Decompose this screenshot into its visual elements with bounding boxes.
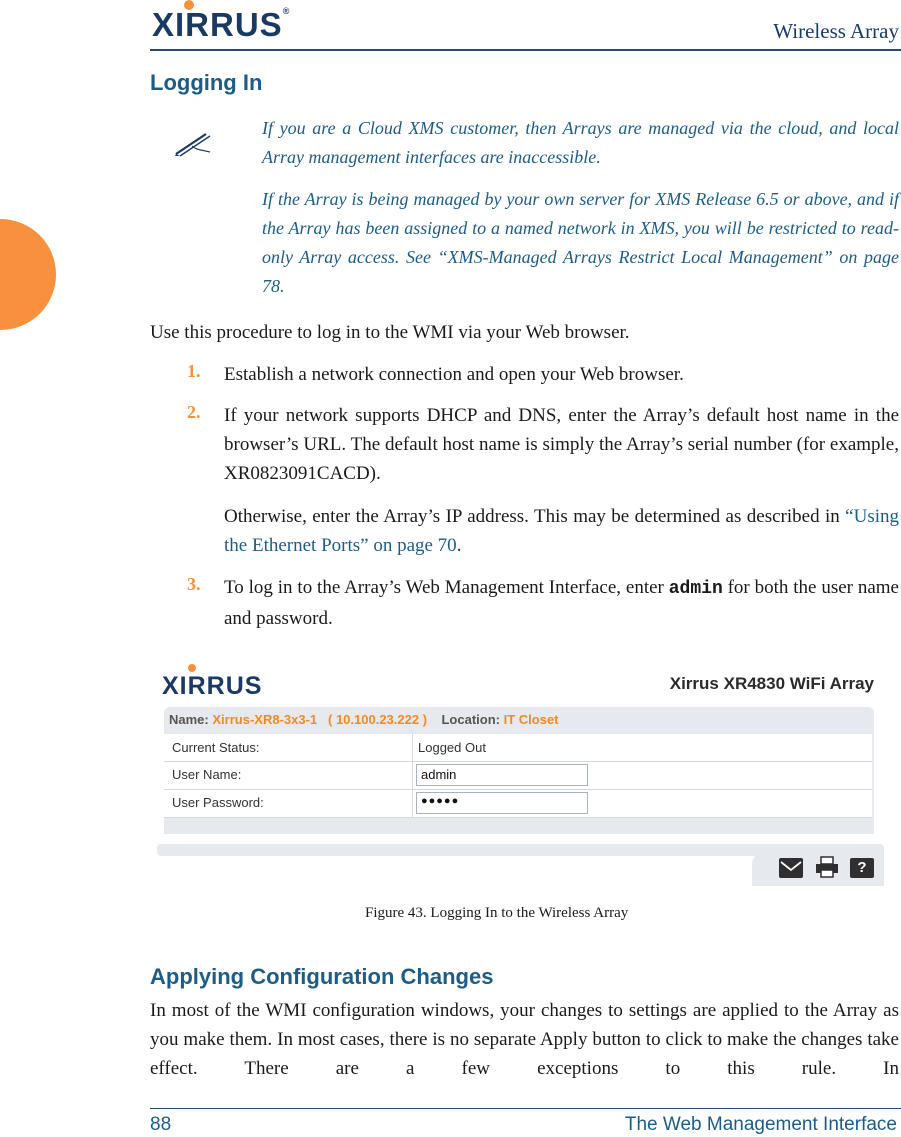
- note-paragraph-2: If the Array is being managed by your own server for XMS Release 6.5 or above, and if the Array has been assigned to a named network in XMS, you will be restricted to read-only Array access. See “XMS-Managed Arrays Restrict Local Management” on page 78.: [262, 189, 899, 296]
- footer-section-title: The Web Management Interface: [624, 1114, 897, 1135]
- step-text: Establish a network connection and open your Web browser.: [224, 364, 684, 385]
- device-ip-value: ( 10.100.23.222 ): [328, 712, 428, 727]
- step-text: If your network supports DHCP and DNS, enter the Array’s default host name in the browser’s URL. The default host name is simply the Array’s serial number (for example, XR0823091CACD).: [224, 405, 899, 484]
- figure-caption: Figure 43. Logging In to the Wireless Array: [365, 905, 629, 921]
- otherwise-end: .: [456, 535, 462, 556]
- location-label: Location:: [441, 712, 500, 727]
- applying-changes-paragraph: In most of the WMI configuration windows, your changes to settings are applied to the Array as you make them. In most cases, there is no separate Apply button to click to make the changes take effect. There are a few exceptions to this rule. In: [150, 1000, 899, 1079]
- section-heading-logging-in: Logging In: [150, 70, 263, 95]
- header-title: Wireless Array: [773, 19, 899, 43]
- mail-icon[interactable]: [779, 858, 803, 878]
- note-paragraph-1: If you are a Cloud XMS customer, then Arrays are managed via the cloud, and local Array management interfaces are inaccessible.: [262, 118, 899, 167]
- figure-product-title: Xirrus XR4830 WiFi Array: [669, 674, 874, 693]
- step-text-after: for both the user name and password.: [224, 577, 899, 629]
- section-heading-applying-changes: Applying Configuration Changes: [150, 964, 494, 989]
- header-rule: [150, 49, 901, 51]
- location-value: IT Closet: [503, 712, 559, 727]
- logo-registered-mark: ®: [282, 6, 291, 16]
- column-divider: [412, 734, 413, 817]
- step-number: 1.: [187, 361, 201, 381]
- chapter-tab-marker: [0, 219, 56, 330]
- current-status-label: Current Status:: [172, 740, 260, 755]
- admin-keyword: admin: [668, 579, 723, 599]
- pencil-icon: [172, 128, 214, 165]
- figure-xirrus-logo: XIRRUS: [162, 672, 263, 700]
- figure-logo-dot-icon: [188, 664, 196, 672]
- device-info-bar: [169, 712, 559, 727]
- intro-paragraph: Use this procedure to log in to the WMI via your Web browser.: [150, 322, 630, 343]
- print-icon[interactable]: [815, 856, 839, 876]
- step-text: [224, 573, 899, 633]
- help-icon[interactable]: ?: [850, 858, 874, 878]
- password-input[interactable]: ●●●●●: [416, 792, 588, 814]
- step-number: 2.: [187, 402, 201, 422]
- xirrus-logo: [152, 6, 290, 44]
- username-label: User Name:: [172, 767, 242, 782]
- logo-text: XIRRUS: [152, 6, 283, 43]
- otherwise-text: Otherwise, enter the Array’s IP address. This may be determined as described in: [224, 506, 846, 527]
- device-name-value: Xirrus-XR8-3x3-1: [212, 712, 318, 727]
- page-number: 88: [150, 1114, 172, 1135]
- footer-rule: [150, 1108, 901, 1109]
- ethernet-ports-link[interactable]: “Using the Ethernet Ports” on page 70: [224, 506, 899, 556]
- status-row: [164, 734, 872, 762]
- step-number: 3.: [187, 574, 201, 594]
- password-label: User Password:: [172, 795, 264, 810]
- username-input[interactable]: admin: [416, 764, 588, 786]
- otherwise-paragraph: [224, 502, 899, 560]
- name-label: Name:: [169, 712, 209, 727]
- current-status-value: Logged Out: [418, 740, 486, 755]
- step-text-before: To log in to the Array’s Web Management Interface, enter: [224, 577, 669, 598]
